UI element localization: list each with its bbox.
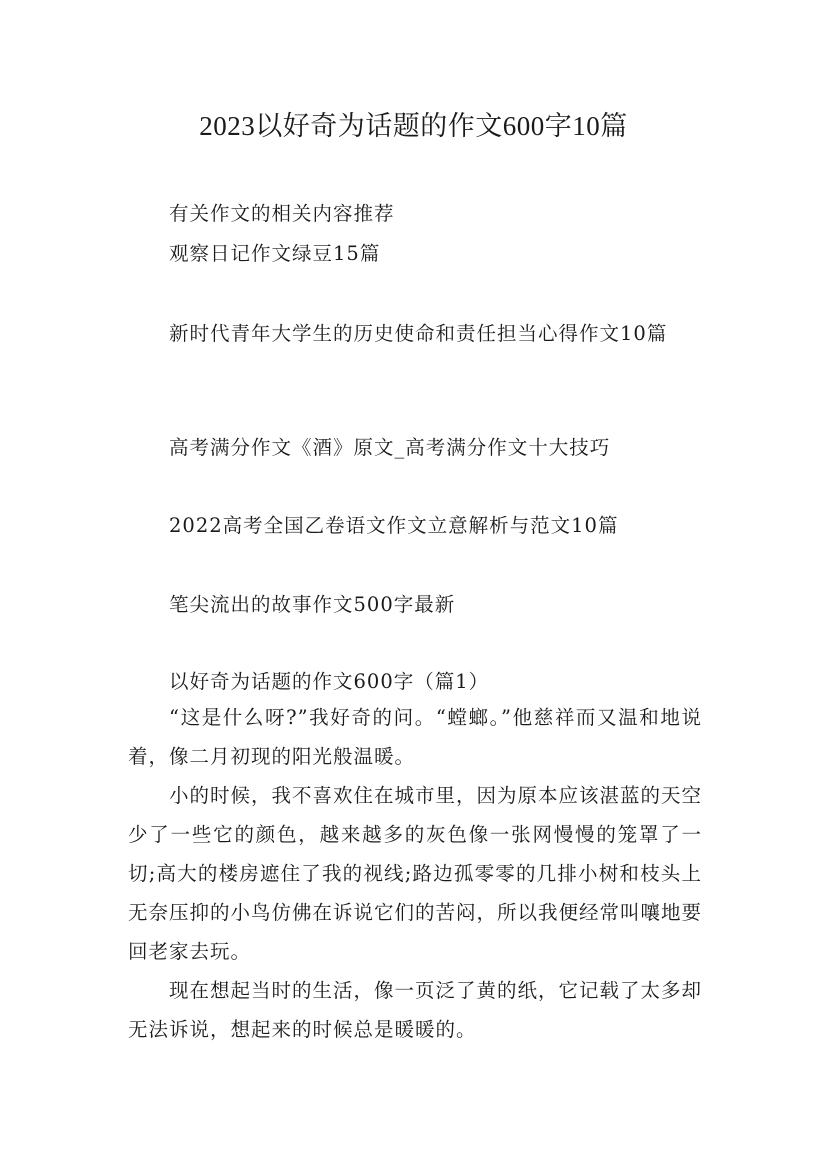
document-title: 2023以好奇为话题的作文600字10篇 [199, 111, 628, 141]
recommend-link[interactable]: 新时代青年大学生的历史使命和责任担当心得作文10篇 [169, 322, 668, 345]
article-paragraph: 现在想起当时的生活，像一页泛了黄的纸，它记载了太多却无法诉说，想起来的时候总是暖暖的。 [128, 979, 703, 1041]
recommend-link[interactable]: 2022高考全国乙卷语文作文立意解析与范文10篇 [169, 514, 619, 537]
article-heading: 以好奇为话题的作文600字（篇1） [169, 670, 490, 693]
recommend-heading: 有关作文的相关内容推荐 [169, 202, 395, 225]
article-paragraph: 小的时候，我不喜欢住在城市里，因为原本应该湛蓝的天空少了一些它的颜色，越来越多的灰色像一张网慢慢的笼罩了一切;高大的楼房遮住了我的视线;路边孤零零的几排小树和枝头上无奈压抑的小鸟仿佛在诉说它们的苦闷，所以我便经常叫嚷地要回老家去玩。 [128, 784, 703, 963]
recommend-link[interactable]: 观察日记作文绿豆15篇 [169, 242, 381, 265]
recommend-link[interactable]: 高考满分作文《酒》原文_高考满分作文十大技巧 [169, 436, 611, 459]
article-paragraph: “这是什么呀?”我好奇的问。“螳螂。”他慈祥而又温和地说着，像二月初现的阳光般温暖。 [128, 706, 702, 768]
recommend-link[interactable]: 笔尖流出的故事作文500字最新 [169, 593, 456, 616]
